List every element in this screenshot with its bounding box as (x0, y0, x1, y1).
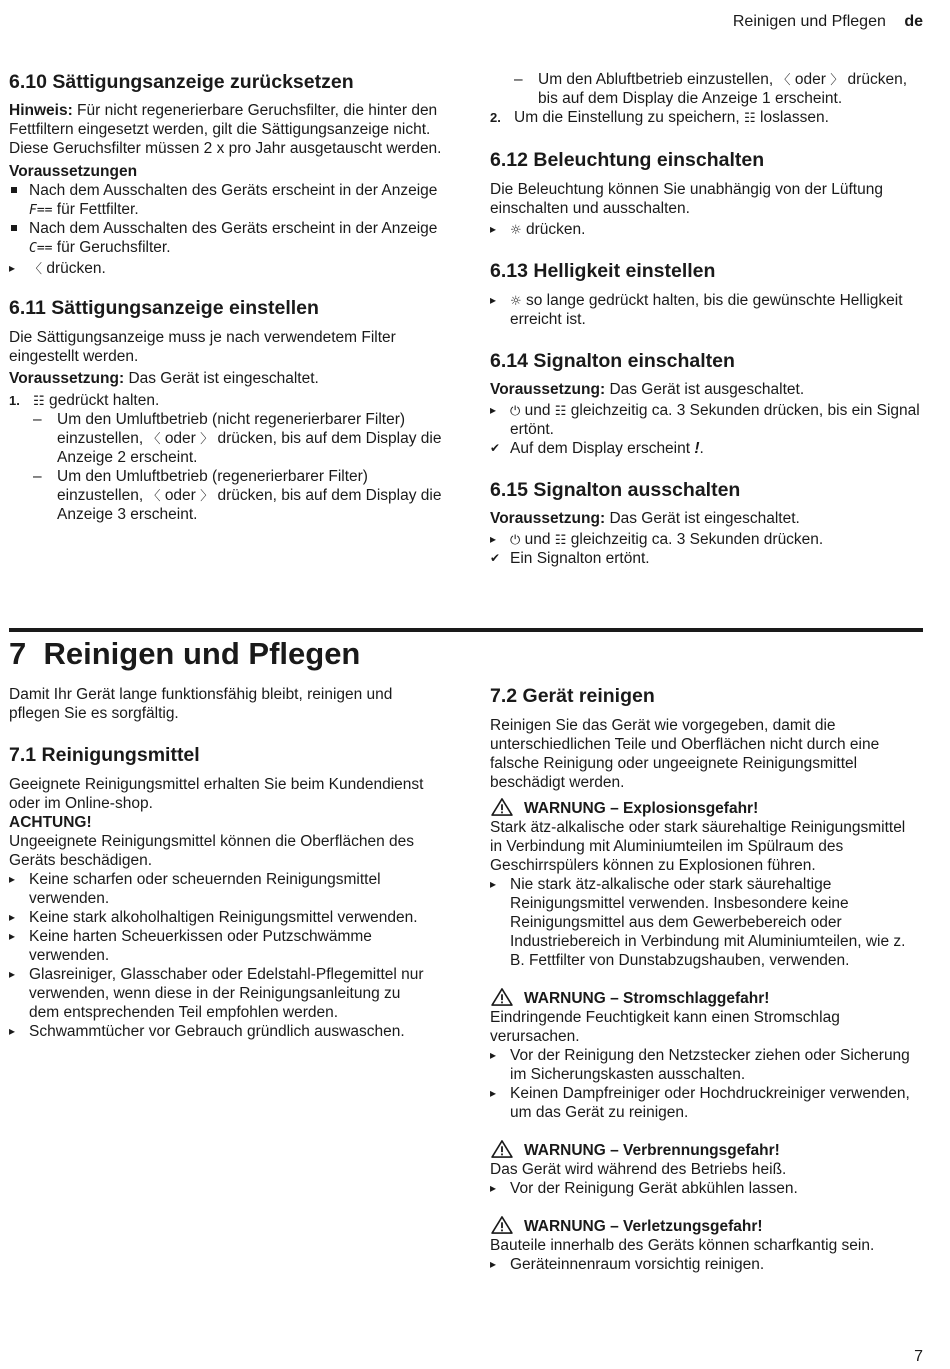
right-column-upper (490, 70, 920, 568)
chevron-right-icon: 〉 (200, 489, 214, 504)
instruction-step (490, 530, 920, 549)
heading-6-14: 6.14 Signalton einschalten (490, 350, 735, 372)
fat-filter-display-symbol: F== (29, 203, 53, 218)
instruction-text: und (524, 402, 551, 419)
warning-burn (490, 1140, 920, 1160)
cleaning-agent-list (9, 870, 424, 1041)
result-text: Auf dem Display erscheint (510, 440, 691, 457)
chevron-right-icon: 〉 (830, 73, 844, 88)
step-number: 2. (490, 110, 501, 125)
substep-text: drücken, bis auf dem Display die Anzeige 3 erscheint. (57, 487, 442, 523)
requirement-text: Das Gerät ist ausgeschaltet. (609, 381, 805, 398)
warning-injury (490, 1216, 920, 1236)
warning-electric-shock (490, 988, 920, 1008)
heading-6-13: 6.13 Helligkeit einstellen (490, 260, 716, 282)
heading-6-11: 6.11 Sättigungsanzeige einstellen (9, 297, 319, 319)
result-text: Ein Signalton ertönt. (510, 550, 650, 567)
requirement-6-14 (490, 380, 920, 399)
warning-title: WARNUNG – Verbrennungsgefahr! (524, 1142, 780, 1159)
substep: – Um den Umluftbetrieb (nicht regenerierbarer Filter) einzustellen, 〈 oder 〉 drücken, bis auf dem Display die Anzeige 2 erscheint. (33, 411, 442, 466)
list-item: ▸ Keine stark alkoholhaltigen Reinigungsmittel verwenden. (9, 908, 424, 927)
result-line (490, 549, 920, 568)
chevron-left-icon: 〈 (147, 432, 161, 447)
result-text: . (699, 440, 704, 457)
substep-text: Um den Abluftbetrieb einzustellen, (538, 71, 774, 88)
fan-icon: ☷ (33, 394, 45, 409)
substep-text: oder (164, 430, 196, 447)
header-section: Reinigen und Pflegen (732, 13, 886, 30)
running-header (733, 12, 923, 31)
step-text: Um die Einstellung zu speichern, (514, 109, 740, 126)
warning-text: Stark ätz-alkalische oder stark säurehaltige Reinigungsmittel in Verbindung mit Aluminiumteilen im Spülraum des Geschirrspülers können zu Explosionen führen. (490, 819, 906, 874)
step-number: 1. (9, 393, 20, 408)
substep-text: oder (164, 487, 196, 504)
list-item: ▸ Schwammtücher vor Gebrauch gründlich auswaschen. (9, 1022, 424, 1041)
substep: – Um den Umluftbetrieb (regenerierbarer Filter) einzustellen, 〈 oder 〉 drücken, bis auf dem Display die Anzeige 3 erscheint. (33, 468, 442, 523)
instruction-step (490, 401, 920, 439)
warning-title: WARNUNG – Explosionsgefahr! (524, 800, 759, 817)
numbered-step-1 (9, 391, 442, 410)
substep: – Um den Abluftbetrieb einzustellen, 〈 oder 〉 drücken, bis auf dem Display die Anzeige 1 erscheint. (514, 71, 907, 107)
list-item: ▸ Glasreiniger, Glasschaber oder Edelstahl-Pflegemittel nur verwenden, wenn diese in der Reinigungsanleitung zu dem entsprechenden Teil empfohlen werden. (9, 965, 424, 1022)
caution-label: ACHTUNG! (9, 814, 92, 831)
list-item: ▸ Keine scharfen oder scheuernden Reinigungsmittel verwenden. (9, 870, 424, 908)
numbered-step-2 (490, 108, 920, 127)
warning-title: WARNUNG – Verletzungsgefahr! (524, 1218, 763, 1235)
warning-triangle-icon (490, 798, 514, 816)
fan-icon: ☷ (554, 404, 567, 419)
instruction-text: gleichzeitig ca. 3 Sekunden drücken. (570, 531, 824, 548)
requirement-label: Voraussetzung: (490, 381, 606, 398)
intro-7-2: Reinigen Sie das Gerät wie vorgegeben, damit die unterschiedlichen Teile und Oberflächen nicht durch eine falsche Reinigung oder ungeeignete Reinigungsmittel beschädigt werden. (490, 717, 880, 791)
intro-7-1: Geeignete Reinigungsmittel erhalten Sie beim Kundendienst oder im Online-shop. (9, 776, 424, 812)
warning-text: Das Gerät wird während des Betriebs heiß. (490, 1161, 787, 1178)
heading-7-2: 7.2 Gerät reinigen (490, 685, 655, 707)
heading-6-12: 6.12 Beleuchtung einschalten (490, 149, 765, 171)
warning-triangle-icon (490, 1140, 514, 1158)
instruction-step (490, 220, 920, 239)
list-item: ▸ Keine harten Scheuerkissen oder Putzschwämme verwenden. (9, 927, 424, 965)
requirement-6-15 (490, 509, 920, 528)
warning-title: WARNUNG – Stromschlaggefahr! (524, 990, 770, 1007)
hint-label: Hinweis: (9, 102, 73, 119)
warning-text: Eindringende Feuchtigkeit kann einen Stromschlag verursachen. (490, 1009, 840, 1045)
requirement-item (9, 219, 442, 257)
requirement-label: Voraussetzung: (490, 510, 606, 527)
heading-6-10: 6.10 Sättigungsanzeige zurücksetzen (9, 71, 354, 93)
hint-text: Für nicht regenerierbare Geruchsfilter, die hinter den Fettfiltern eingesetzt werden, gilt die Sättigungsanzeige nicht. Diese Geruchsfilter müssen 2 x pro Jahr ausgetauscht werden. (9, 102, 442, 157)
page-number: 7 (914, 1348, 923, 1365)
power-icon: ⏻ (510, 533, 521, 548)
heading-6-15: 6.15 Signalton ausschalten (490, 479, 741, 501)
power-icon: ⏻ (510, 404, 521, 419)
caution-text: Ungeeignete Reinigungsmittel können die Oberflächen des Geräts beschädigen. (9, 833, 414, 869)
right-column-lower (490, 684, 920, 1274)
intro-6-11: Die Sättigungsanzeige muss je nach verwendetem Filter eingestellt werden. (9, 329, 396, 365)
list-item: ▸ Geräteinnenraum vorsichtig reinigen. (490, 1255, 920, 1274)
left-column-lower (9, 685, 424, 1041)
requirement-label: Voraussetzung: (9, 370, 125, 387)
requirement-text: Das Gerät ist eingeschaltet. (128, 370, 319, 387)
fan-icon: ☷ (744, 111, 756, 126)
list-item: ▸ Vor der Reinigung Gerät abkühlen lassen. (490, 1179, 920, 1198)
requirements-label: Voraussetzungen (9, 163, 138, 180)
instruction-step (490, 291, 920, 329)
list-item: ▸ Vor der Reinigung den Netzstecker ziehen oder Sicherung im Sicherungskasten ausschalten. (490, 1046, 920, 1084)
requirement-text: Nach dem Ausschalten des Geräts erscheint in der Anzeige (29, 220, 438, 237)
chevron-left-icon: 〈 (777, 73, 791, 88)
chapter-intro: Damit Ihr Gerät lange funktionsfähig bleibt, reinigen und pflegen Sie es sorgfältig. (9, 686, 393, 722)
substep-text: Um den Umluftbetrieb (nicht regenerierbarer Filter) einzustellen, (57, 411, 406, 447)
requirement-item (9, 181, 442, 219)
requirement-text: für Geruchsfilter. (56, 239, 171, 256)
step-text: loslassen. (760, 109, 829, 126)
step-text: gedrückt halten. (48, 392, 160, 409)
instruction-text: drücken. (46, 260, 106, 277)
heading-7-1: 7.1 Reinigungsmittel (9, 744, 200, 766)
warning-triangle-icon (490, 988, 514, 1006)
left-column-upper (9, 70, 442, 524)
instruction-text: so lange gedrückt halten, bis die gewünschte Helligkeit erreicht ist. (510, 292, 903, 328)
chapter-title: 7 Reinigen und Pflegen (9, 636, 361, 671)
list-item: ▸ Keinen Dampfreiniger oder Hochdruckreiniger verwenden, um das Gerät zu reinigen. (490, 1084, 920, 1122)
chevron-left-icon: 〈 (29, 262, 43, 277)
instruction-text: drücken. (525, 221, 586, 238)
chevron-left-icon: 〈 (147, 489, 161, 504)
requirement-text: Das Gerät ist eingeschaltet. (609, 510, 800, 527)
instruction-step (9, 259, 442, 278)
requirement-text: Nach dem Ausschalten des Geräts erscheint in der Anzeige (29, 182, 438, 199)
requirement-6-11 (9, 369, 442, 388)
substep-text: drücken, bis auf dem Display die Anzeige 1 erscheint. (538, 71, 907, 107)
substep-text: drücken, bis auf dem Display die Anzeige 2 erscheint. (57, 430, 442, 466)
instruction-text: und (524, 531, 551, 548)
chevron-right-icon: 〉 (200, 432, 214, 447)
list-item: ▸ Nie stark ätz-alkalische oder stark säurehaltige Reinigungsmittel verwenden. Insbesondere keine Reinigungsmittel aus dem Gewerbebereich oder Industriebereich in Verbindung mit Aluminiumteilen, wie z. B. Fettfilter von Dunstabzugshauben, verwenden. (490, 875, 920, 970)
substep-text: Um den Umluftbetrieb (regenerierbarer Filter) einzustellen, (57, 468, 368, 504)
fan-icon: ☷ (554, 533, 567, 548)
intro-6-12: Die Beleuchtung können Sie unabhängig von der Lüftung einschalten und ausschalten. (490, 181, 883, 217)
requirement-text: für Fettfilter. (56, 201, 139, 218)
header-lang: de (904, 13, 923, 30)
warning-triangle-icon (490, 1216, 514, 1234)
odour-filter-display-symbol: C== (29, 241, 53, 256)
instruction-text: gleichzeitig ca. 3 Sekunden drücken, bis ein Signal ertönt. (510, 402, 920, 438)
light-icon: ☼ (510, 294, 522, 309)
warning-text: Bauteile innerhalb des Geräts können scharfkantig sein. (490, 1237, 875, 1254)
substep-text: oder (794, 71, 826, 88)
result-line (490, 439, 920, 458)
display-symbol: ! (694, 440, 700, 457)
warning-explosion (490, 798, 920, 818)
chapter-divider (9, 628, 923, 632)
hint-paragraph (9, 101, 442, 158)
light-icon: ☼ (510, 223, 522, 238)
